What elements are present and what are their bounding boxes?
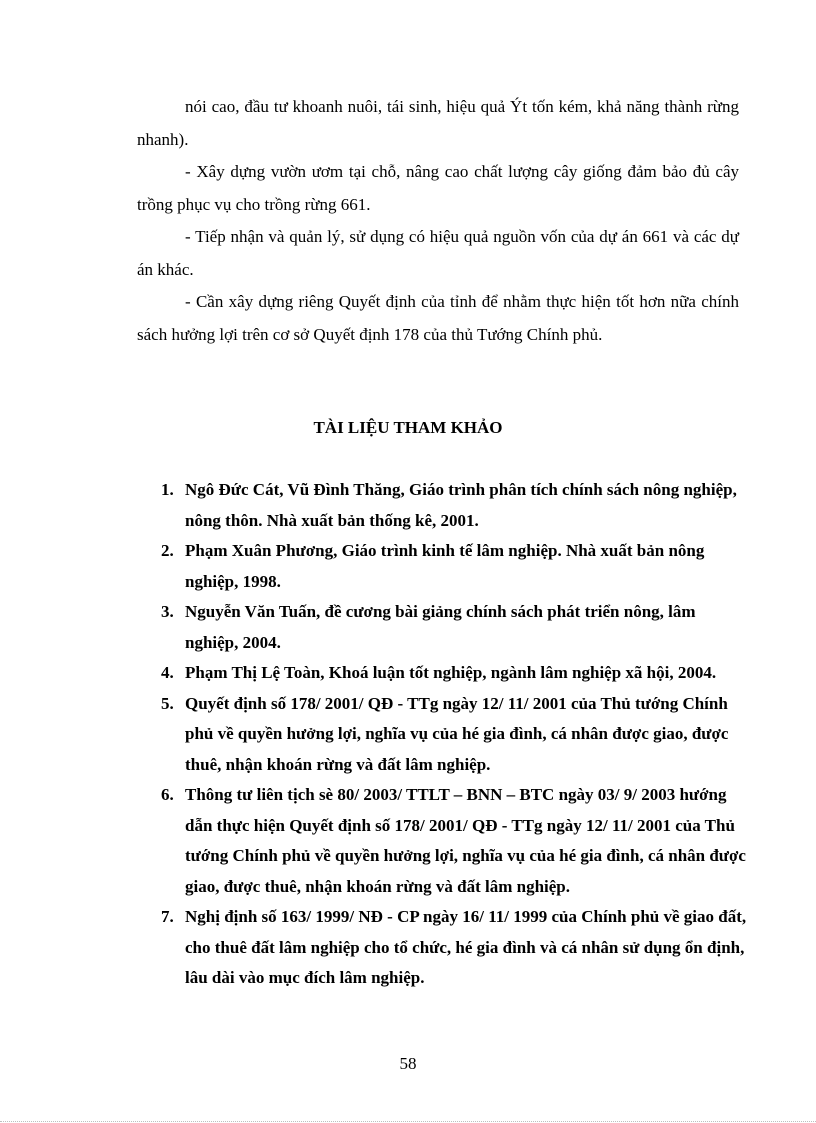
reference-text: Thông tư liên tịch sè 80/ 2003/ TTLT – BNN – BTC ngày 03/ 9/ 2003 hướng dẫn thực hiện Quyết định số 178/ 2001/ QĐ - TTg ngày 12/ 11/ 2001 của Thủ tướng Chính phủ về quyền hưởng lợi, nghĩa vụ của hé gia đình, cá nhân được giao, được thuê, nhận khoán rừng và đất lâm nghiệp.	[185, 785, 746, 896]
reference-text: Nghị định số 163/ 1999/ NĐ - CP ngày 16/ 11/ 1999 của Chính phủ về giao đất, cho thuê đất lâm nghiệp cho tổ chức, hé gia đình và cá nhân sử dụng ổn định, lâu dài vào mục đích lâm nghiệp.	[185, 907, 747, 987]
reference-list	[161, 475, 751, 994]
reference-text: Phạm Xuân Phương, Giáo trình kinh tế lâm nghiệp. Nhà xuất bản nông nghiệp, 1998.	[185, 541, 705, 591]
body-paragraph-1: nói cao, đầu tư khoanh nuôi, tái sinh, hiệu quả Ýt tốn kém, khả năng thành rừng nhanh).	[137, 97, 739, 149]
reference-number: 7.	[161, 907, 174, 926]
reference-item-7	[161, 902, 751, 994]
reference-number: 5.	[161, 693, 174, 713]
reference-text: Nguyễn Văn Tuấn, đề cương bài giảng chính sách phát triển nông, lâm nghiệp, 2004.	[185, 602, 696, 652]
reference-text: Phạm Thị Lệ Toàn, Khoá luận tốt nghiệp, ngành lâm nghiệp xã hội, 2004.	[185, 663, 717, 682]
body-paragraph-4: - Cần xây dựng riêng Quyết định của tỉnh để nhằm thực hiện tốt hơn nữa chính sách hưởng lợi trên cơ sở Quyết định 178 của thủ Tướng Chính phủ.	[137, 292, 739, 344]
reference-item-3	[161, 597, 751, 658]
reference-item-2	[161, 536, 751, 597]
reference-number: 1.	[161, 480, 174, 499]
reference-item-5	[161, 689, 751, 781]
body-paragraph-2: - Xây dựng vườn ươm tại chỗ, nâng cao chất lượng cây giống đảm bảo đủ cây trồng phục vụ cho trồng rừng 661.	[137, 162, 739, 214]
reference-number: 6.	[161, 785, 174, 804]
reference-item-6	[161, 780, 751, 902]
page-bottom-divider	[0, 1121, 816, 1122]
reference-text: Ngô Đức Cát, Vũ Đình Thăng, Giáo trình phân tích chính sách nông nghiệp, nông thôn. Nhà xuất bản thống kê, 2001.	[185, 480, 737, 530]
reference-text: Quyết định số 178/ 2001/ QĐ - TTg ngày 12/ 11/ 2001 của Thủ tướng Chính phủ về quyền hưởng lợi, nghĩa vụ của hé gia đình, cá nhân được giao, được thuê, nhận khoán rừng và đất lâm nghiệp.	[185, 693, 729, 774]
body-paragraph-3: - Tiếp nhận và quản lý, sử dụng có hiệu quả nguồn vốn của dự án 661 và các dự án khác.	[137, 227, 739, 279]
reference-item-1	[161, 475, 751, 536]
reference-number: 2.	[161, 541, 174, 560]
body-text	[137, 91, 739, 351]
reference-number: 4.	[161, 663, 174, 682]
page-number: 58	[399, 1054, 417, 1073]
reference-number: 3.	[161, 602, 174, 621]
reference-item-4	[161, 658, 751, 689]
references-heading: TÀI LIỆU THAM KHẢO	[313, 418, 503, 437]
